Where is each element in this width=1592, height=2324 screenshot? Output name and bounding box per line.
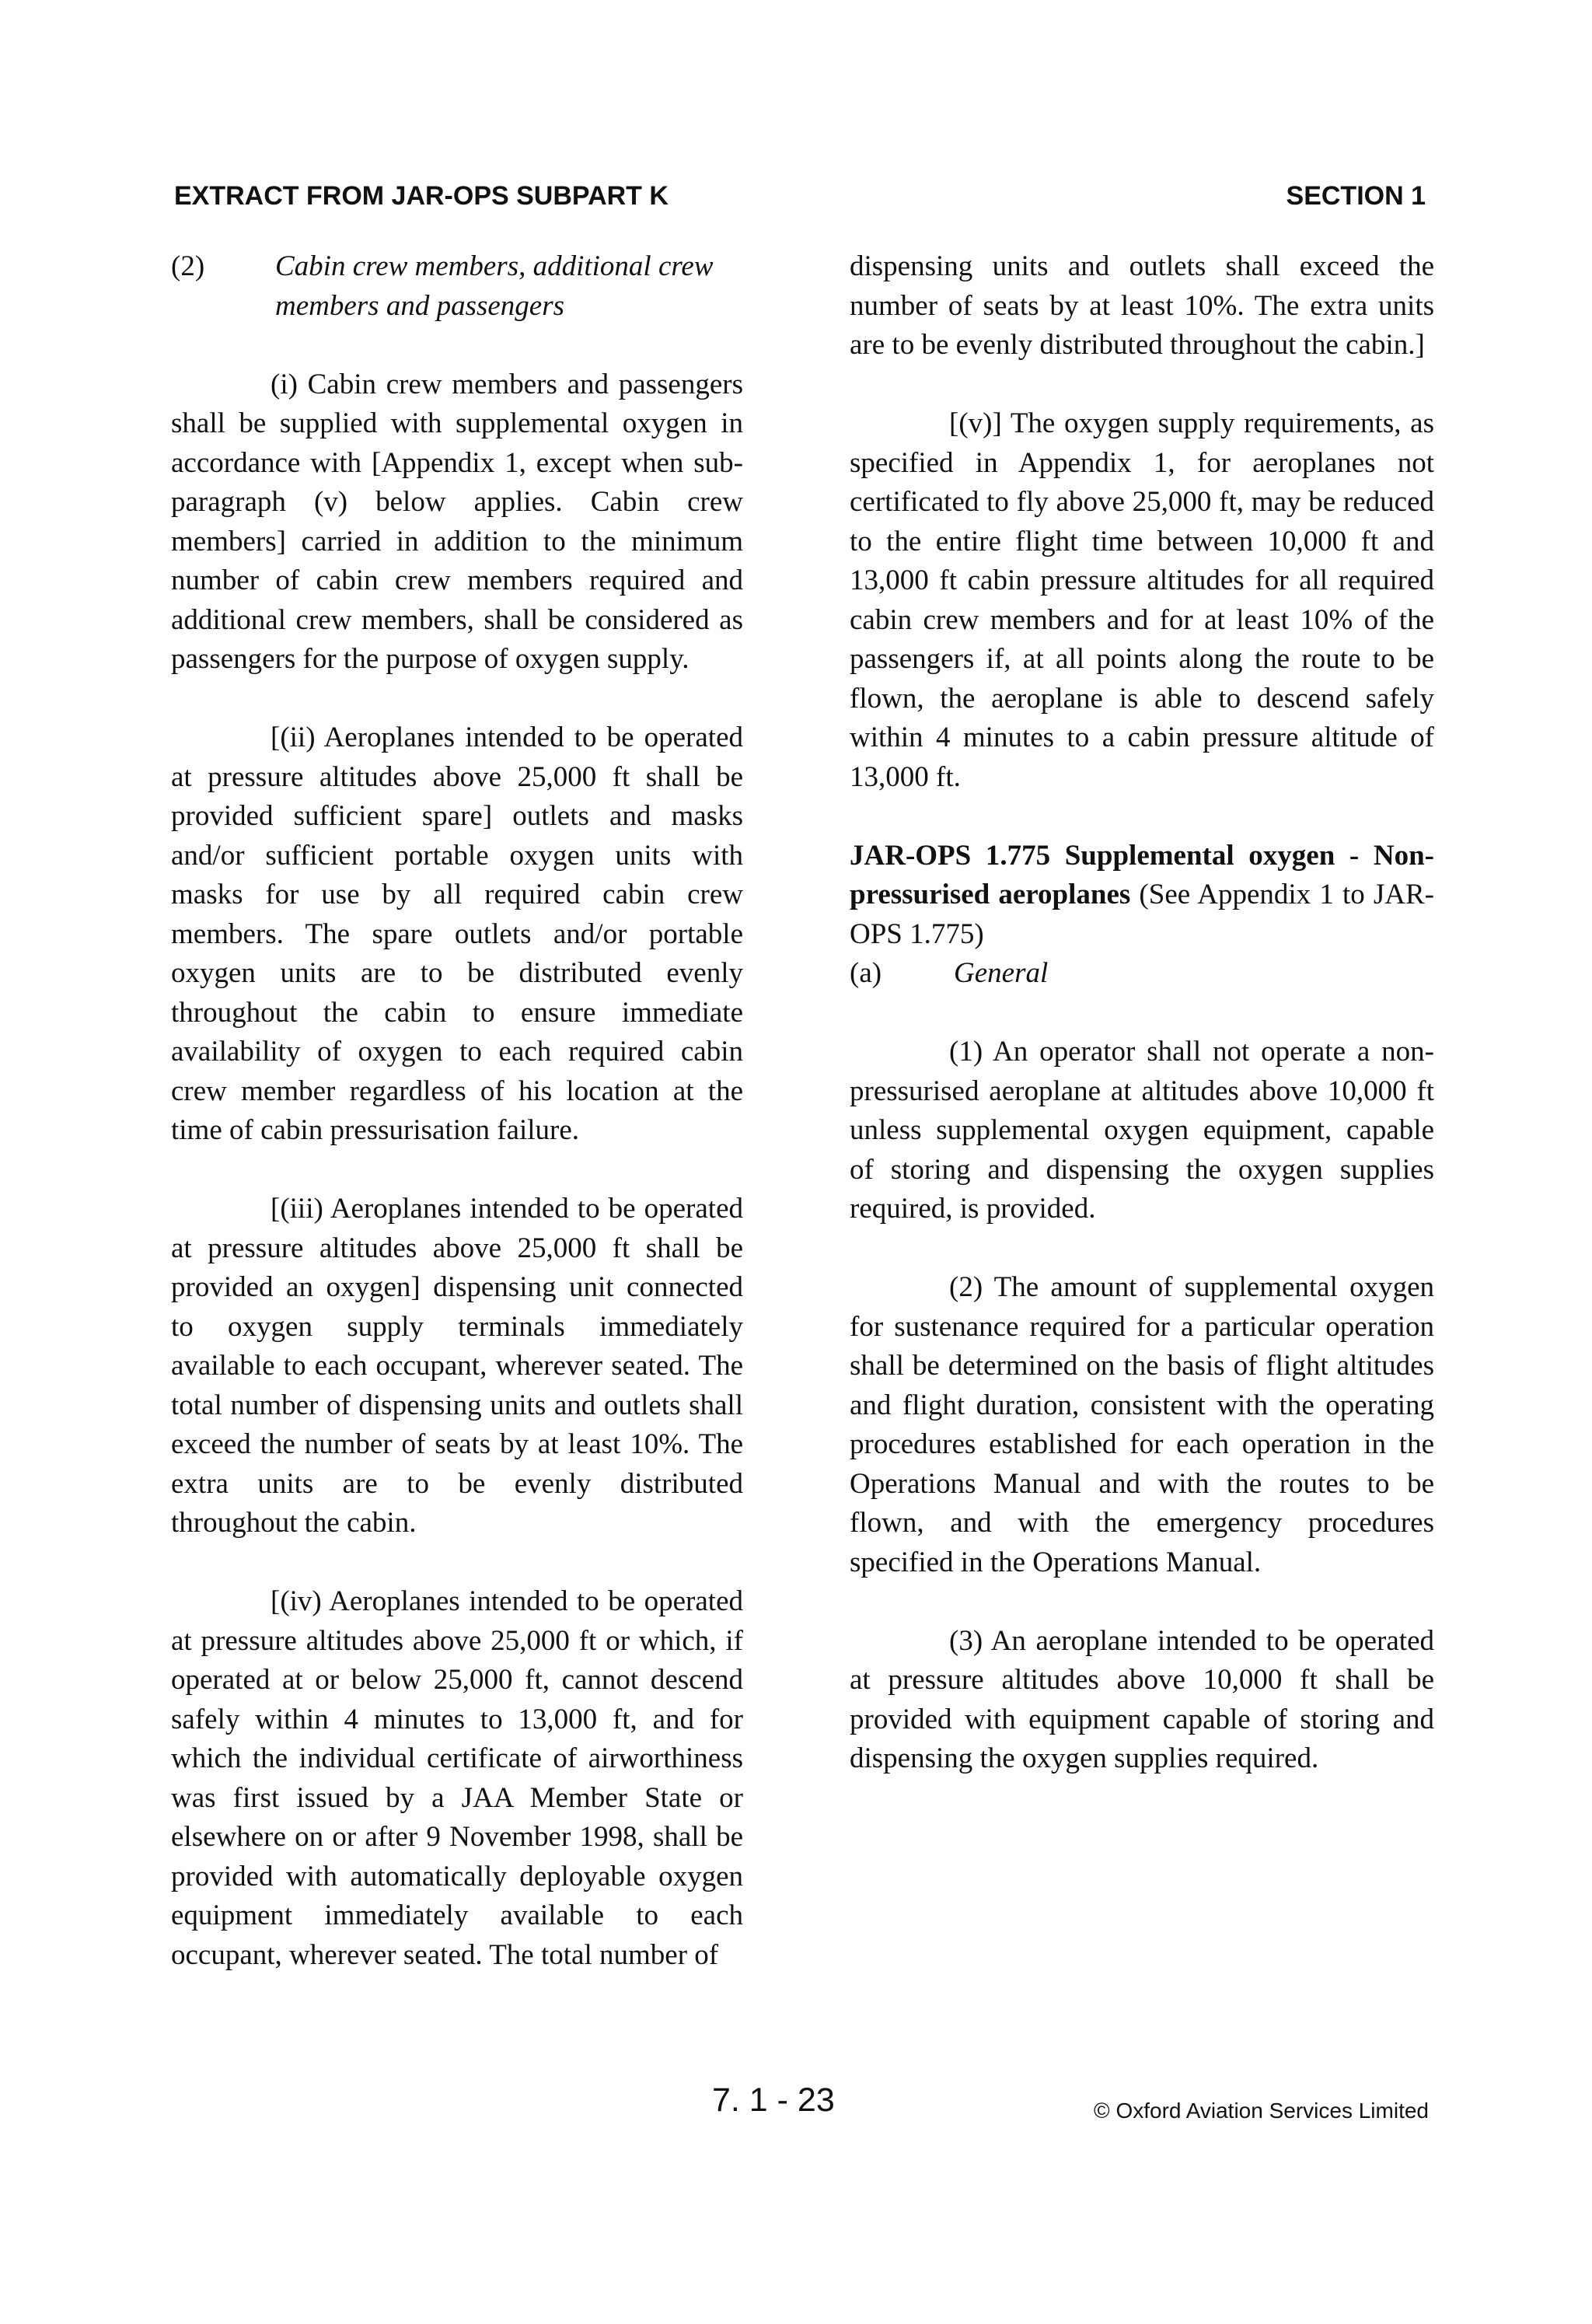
- item-a-title: General: [954, 957, 1049, 989]
- item-2-title: Cabin crew members, additional crew members and passengers: [275, 250, 714, 322]
- page-number: 7. 1 - 23: [712, 2081, 835, 2119]
- section-heading-1-775: [850, 837, 1434, 955]
- paragraph-iv: [(iv) Aeroplanes intended to be operated at pressure altitudes above 25,000 ft or which, if operated at or below 25,000 ft, cannot descend safely within 4 minutes to 13,000 ft, and for which the individual certificate of airworthiness was first issued by a JAA Member State or elsewhere on or after 9 November 1998, shall be provided with automatically deployable oxygen equipment immediately available to each occupant, wherever seated. The total number of: [171, 1585, 743, 1971]
- paragraph-3: (3) An aeroplane intended to be operated at pressure altitudes above 10,000 ft shall be provided with equipment capable of storing and dispensing the oxygen supplies required.: [850, 1624, 1434, 1774]
- paragraph-iii: [(iii) Aeroplanes intended to be operated at pressure altitudes above 25,000 ft shall be provided an oxygen] dispensing unit connected to oxygen supply terminals immediately available to each occupant, wherever seated. The total number of dispensing units and outlets shall exceed the number of seats by at least 10%. The extra units are to be evenly distributed throughout the cabin.: [171, 1193, 743, 1539]
- item-2-heading: [171, 247, 743, 326]
- paragraph-iv-continued: dispensing units and outlets shall exceed the number of seats by at least 10%. The extra units are to be evenly distributed throughout the cabin.]: [850, 250, 1434, 361]
- section-heading-reference: (See Appendix 1 to JAR-OPS 1.775): [850, 879, 1434, 950]
- paragraph-v: [(v)] The oxygen supply requirements, as specified in Appendix 1, for aeroplanes not certificated to fly above 25,000 ft, may be reduced to the entire flight time between 10,000 ft and 13,000 ft cabin pressure altitudes for all required cabin crew members and for at least 10% of the passengers if, at all points along the route to be flown, the aeroplane is able to descend safely within 4 minutes to a cabin pressure altitude of 13,000 ft.: [850, 407, 1434, 793]
- item-a-heading: [850, 954, 1434, 994]
- paragraph-2: (2) The amount of supplemental oxygen for sustenance required for a particular operation shall be determined on the basis of flight altitudes and flight duration, consistent with the operating procedures established for each operation in the Operations Manual and with the routes to be flown, and with the emergency procedures specified in the Operations Manual.: [850, 1271, 1434, 1578]
- running-header-left: EXTRACT FROM JAR-OPS SUBPART K: [174, 181, 669, 211]
- left-column: [171, 247, 743, 1975]
- item-2-label: (2): [171, 250, 205, 282]
- paragraph-ii: [(ii) Aeroplanes intended to be operated at pressure altitudes above 25,000 ft shall be provided sufficient spare] outlets and masks and/or sufficient portable oxygen units with masks for use by all required cabin crew members. The spare outlets and/or portable oxygen units are to be distributed evenly throughout the cabin to ensure immediate availability of oxygen to each required cabin crew member regardless of his location at the time of cabin pressurisation failure.: [171, 722, 743, 1146]
- section-heading-bold: JAR-OPS 1.775 Supplemental oxygen - Non-pressurised aeroplanes: [850, 839, 1434, 910]
- copyright-notice: © Oxford Aviation Services Limited: [1094, 2099, 1429, 2123]
- right-column: [850, 247, 1434, 1779]
- paragraph-1: (1) An operator shall not operate a non-pressurised aeroplane at altitudes above 10,000 ft unless supplemental oxygen equipment, capable of storing and dispensing the oxygen supplies required, is provided.: [850, 1036, 1434, 1225]
- paragraph-i: (i) Cabin crew members and passengers shall be supplied with supplemental oxygen in accordance with [Appendix 1, except when sub-paragraph (v) below applies. Cabin crew members] carried in addition to the minimum number of cabin crew members required and additional crew members, shall be considered as passengers for the purpose of oxygen supply.: [171, 368, 743, 675]
- item-a-label: (a): [850, 957, 882, 989]
- running-header-right: SECTION 1: [1286, 181, 1426, 211]
